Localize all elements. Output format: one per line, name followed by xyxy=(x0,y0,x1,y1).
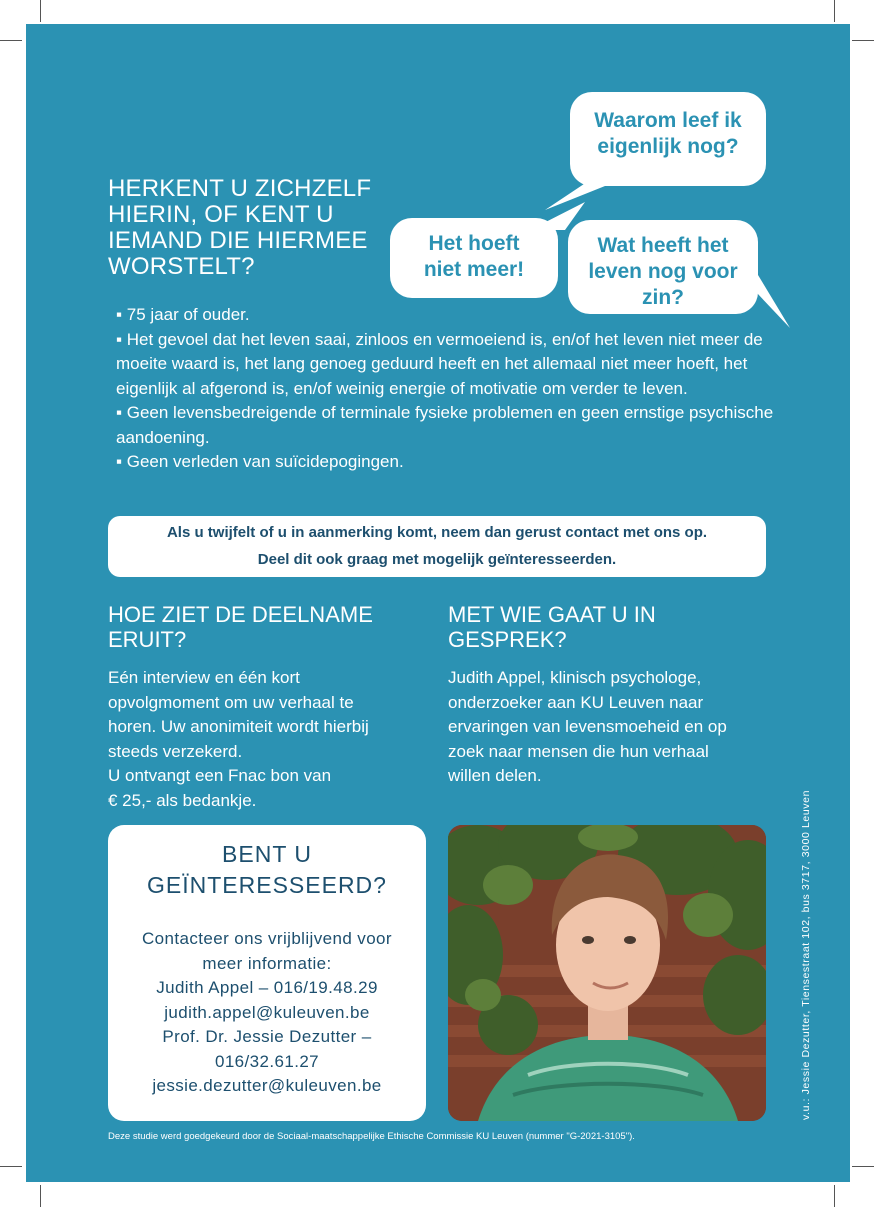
talk-body: Judith Appel, klinisch psychologe, onderzoeker aan KU Leuven naar ervaringen van levensmoeheid en op zoek naar mensen die hun verhaal willen delen. xyxy=(448,668,727,785)
bubble-top: Waarom leef ik eigenlijk nog? xyxy=(570,92,766,186)
list-item: ▪ 75 jaar of ouder. xyxy=(116,305,250,324)
headline: HERKENT U ZICHZELF HIERIN, OF KENT U IEMAND DIE HIERMEE WORSTELT? xyxy=(108,175,372,280)
talk-title: MET WIE GAAT U IN GESPREK? xyxy=(448,602,656,652)
list-item: ▪ Geen verleden van suïcidepogingen. xyxy=(116,452,404,471)
ethics-footer: Deze studie werd goedgekeurd door de Sociaal-maatschappelijke Ethische Commissie KU Leuven (nummer "G-2021-3105"). xyxy=(108,1131,635,1142)
callout-box: Als u twijfelt of u in aanmerking komt, neem dan gerust contact met ons op. Deel dit ook graag met mogelijk geïnteresseerden. xyxy=(108,516,766,577)
portrait-photo xyxy=(448,825,766,1121)
contact-title: BENT U GEÏNTERESSEERD? xyxy=(147,841,387,898)
participation-body: Eén interview en één kort opvolgmoment om uw verhaal te horen. Uw anonimiteit wordt hierbij steeds verzekerd. U ontvangt een Fnac bon van € 25,- als bedankje. xyxy=(108,668,369,810)
talk-section xyxy=(448,602,778,789)
email-link-judith[interactable]: judith.appel@kuleuven.be xyxy=(164,1002,370,1022)
participation-title: HOE ZIET DE DEELNAME ERUIT? xyxy=(108,602,373,652)
responsible-publisher: v.u.: Jessie Dezutter, Tiensestraat 102, bus 3717, 3000 Leuven xyxy=(800,789,812,1120)
participation-section xyxy=(108,602,428,813)
contact-box xyxy=(108,825,426,1121)
bubble-right: Wat heeft het leven nog voor zin? xyxy=(568,220,758,314)
contact-details: Contacteer ons vrijblijvend voor meer informatie: Judith Appel – 016/19.48.29 judith.appel@kuleuven.be Prof. Dr. Jessie Dezutter – 016/32.61.27 jessie.dezutter@kuleuven.be xyxy=(108,927,426,1099)
bubble-left: Het hoeft niet meer! xyxy=(390,218,558,298)
list-item: ▪ Geen levensbedreigende of terminale fysieke problemen en geen ernstige psychische aandoening. xyxy=(116,403,774,447)
email-link-jessie[interactable]: jessie.dezutter@kuleuven.be xyxy=(152,1076,382,1095)
criteria-list xyxy=(116,303,786,475)
list-item: ▪ Het gevoel dat het leven saai, zinloos en vermoeiend is, en/of het leven niet meer de moeite waard is, het lang genoeg geduurd heeft en het allemaal niet meer hoeft, het eigenlijk al afgerond is, en/of weinig energie of motivatie om verder te leven. xyxy=(116,329,763,398)
portrait-illustration xyxy=(448,825,766,1121)
